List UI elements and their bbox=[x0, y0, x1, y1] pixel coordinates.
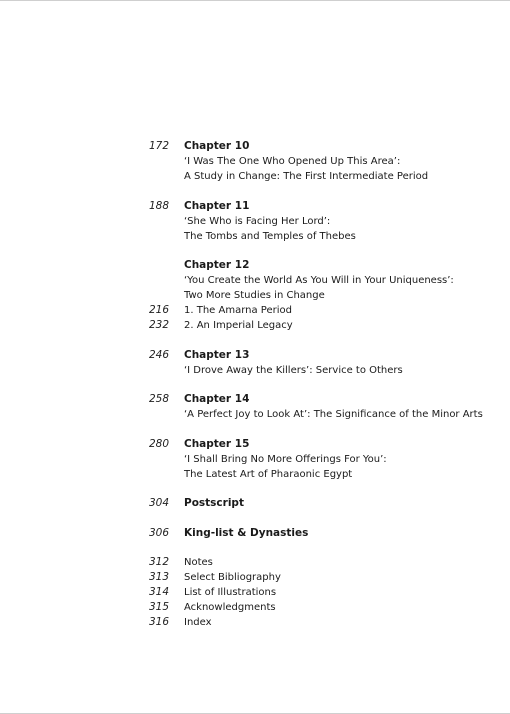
toc-entry-king-list[interactable] bbox=[0, 526, 510, 541]
chapter-heading: Chapter 10 bbox=[184, 140, 250, 152]
back-matter-label: Acknowledgments bbox=[184, 602, 276, 613]
page-number: 306 bbox=[149, 526, 170, 539]
toc-entry-bibliography[interactable] bbox=[0, 570, 510, 585]
toc-subentry-imperial-legacy[interactable] bbox=[0, 318, 510, 333]
page-number: 258 bbox=[149, 393, 170, 405]
page-number: 246 bbox=[149, 348, 170, 361]
page-number: 280 bbox=[149, 437, 170, 450]
page-number: 314 bbox=[149, 586, 170, 598]
chapter-heading: Chapter 14 bbox=[184, 393, 250, 405]
toc-entry-chapter-10[interactable] bbox=[0, 139, 510, 184]
toc-entry-chapter-14[interactable] bbox=[0, 392, 510, 422]
section-heading: Postscript bbox=[184, 497, 244, 509]
page-number: 312 bbox=[149, 556, 170, 568]
chapter-title-line: Two More Studies in Change bbox=[184, 290, 325, 301]
toc-entry-chapter-12[interactable] bbox=[0, 258, 510, 303]
entry-body bbox=[184, 258, 454, 303]
entry-body bbox=[184, 348, 403, 378]
chapter-heading: Chapter 11 bbox=[184, 199, 250, 212]
toc-entry-chapter-11[interactable] bbox=[0, 199, 510, 244]
chapter-heading: Chapter 13 bbox=[184, 348, 250, 361]
chapter-title-line: The Latest Art of Pharaonic Egypt bbox=[184, 468, 353, 480]
subentry-label: 2. An Imperial Legacy bbox=[184, 320, 293, 331]
toc-entry-acknowledgments[interactable] bbox=[0, 600, 510, 615]
back-matter-label: Index bbox=[184, 617, 212, 628]
table-of-contents bbox=[0, 139, 510, 630]
page-number: 313 bbox=[149, 571, 170, 583]
chapter-title-line: ‘She Who is Facing Her Lord’: bbox=[184, 215, 331, 227]
entry-body bbox=[184, 139, 428, 184]
entry-body bbox=[184, 392, 483, 422]
back-matter-label: Notes bbox=[184, 557, 213, 568]
page-number: 315 bbox=[149, 601, 170, 613]
entry-body bbox=[184, 199, 356, 244]
back-matter-label: List of Illustrations bbox=[184, 587, 277, 598]
toc-entry-illustrations[interactable] bbox=[0, 585, 510, 600]
chapter-title-line: The Tombs and Temples of Thebes bbox=[184, 230, 356, 242]
toc-subentry-amarna[interactable] bbox=[0, 303, 510, 318]
chapter-title-line: A Study in Change: The First Intermediate Period bbox=[184, 171, 429, 182]
subentry-label: 1. The Amarna Period bbox=[184, 305, 292, 316]
chapter-title-line: ‘I Shall Bring No More Offerings For You’: bbox=[184, 453, 387, 465]
back-matter-label: Select Bibliography bbox=[184, 572, 281, 583]
toc-entry-notes[interactable] bbox=[0, 555, 510, 570]
chapter-heading: Chapter 12 bbox=[184, 259, 250, 271]
page-number: 304 bbox=[149, 497, 170, 509]
page-number: 216 bbox=[149, 304, 170, 316]
chapter-title-line: ‘I Drove Away the Killers’: Service to Others bbox=[184, 364, 403, 376]
chapter-heading: Chapter 15 bbox=[184, 437, 250, 450]
toc-entry-chapter-13[interactable] bbox=[0, 348, 510, 378]
toc-entry-postscript[interactable] bbox=[0, 496, 510, 511]
page-number: 172 bbox=[149, 140, 170, 152]
page-number: 188 bbox=[149, 199, 170, 212]
toc-entry-index[interactable] bbox=[0, 615, 510, 630]
toc-entry-chapter-15[interactable] bbox=[0, 437, 510, 482]
page-number: 316 bbox=[149, 616, 170, 628]
chapter-title-line: ‘A Perfect Joy to Look At’: The Significance of the Minor Arts bbox=[184, 409, 483, 420]
chapter-title-line: ‘You Create the World As You Will in Your Uniqueness’: bbox=[184, 275, 454, 286]
chapter-title-line: ‘I Was The One Who Opened Up This Area’: bbox=[184, 156, 401, 167]
page-number: 232 bbox=[149, 319, 170, 331]
entry-body bbox=[184, 437, 387, 482]
section-heading: King-list & Dynasties bbox=[184, 526, 309, 539]
